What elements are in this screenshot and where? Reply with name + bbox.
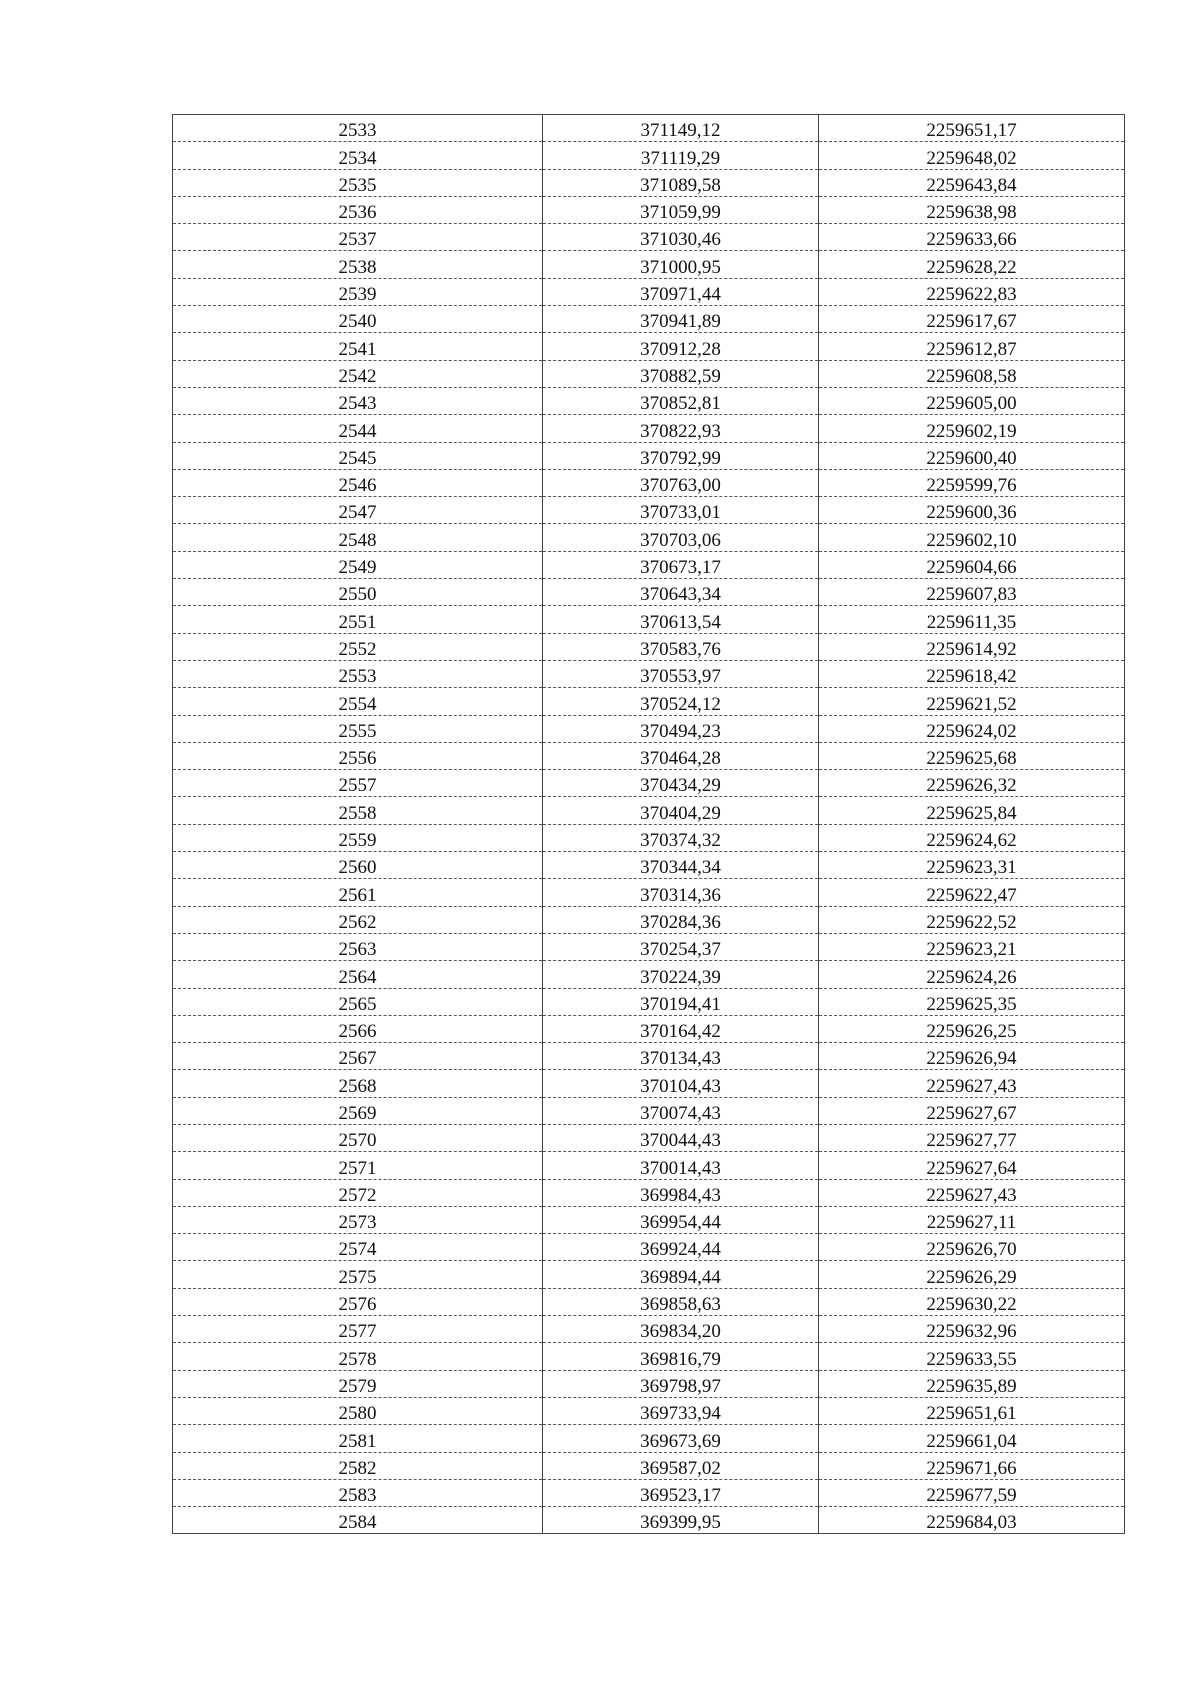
- table-row: [173, 933, 1125, 960]
- y-coordinate-cell: 2259621,52: [819, 688, 1125, 715]
- y-coordinate-cell: 2259635,89: [819, 1370, 1125, 1397]
- x-coordinate-cell: 370014,43: [543, 1152, 819, 1179]
- y-coordinate-cell: 2259627,77: [819, 1124, 1125, 1151]
- x-coordinate-cell: 369399,95: [543, 1507, 819, 1534]
- x-coordinate-cell: 369894,44: [543, 1261, 819, 1288]
- table-row: [173, 360, 1125, 387]
- y-coordinate-cell: 2259624,26: [819, 961, 1125, 988]
- y-coordinate-cell: 2259622,83: [819, 278, 1125, 305]
- y-coordinate-cell: 2259626,70: [819, 1234, 1125, 1261]
- x-coordinate-cell: 370822,93: [543, 415, 819, 442]
- table-row: [173, 770, 1125, 797]
- x-coordinate-cell: 370104,43: [543, 1070, 819, 1097]
- table-row: [173, 1425, 1125, 1452]
- point-number-cell: 2581: [173, 1425, 543, 1452]
- x-coordinate-cell: 369673,69: [543, 1425, 819, 1452]
- y-coordinate-cell: 2259604,66: [819, 551, 1125, 578]
- y-coordinate-cell: 2259627,64: [819, 1152, 1125, 1179]
- table-row: [173, 1206, 1125, 1233]
- point-number-cell: 2533: [173, 115, 543, 142]
- y-coordinate-cell: 2259626,29: [819, 1261, 1125, 1288]
- y-coordinate-cell: 2259618,42: [819, 660, 1125, 687]
- table-row: [173, 1316, 1125, 1343]
- x-coordinate-cell: 370164,42: [543, 1015, 819, 1042]
- y-coordinate-cell: 2259671,66: [819, 1452, 1125, 1479]
- point-number-cell: 2544: [173, 415, 543, 442]
- point-number-cell: 2573: [173, 1206, 543, 1233]
- point-number-cell: 2561: [173, 879, 543, 906]
- point-number-cell: 2582: [173, 1452, 543, 1479]
- table-row: [173, 715, 1125, 742]
- y-coordinate-cell: 2259648,02: [819, 142, 1125, 169]
- point-number-cell: 2538: [173, 251, 543, 278]
- table-row: [173, 306, 1125, 333]
- y-coordinate-cell: 2259643,84: [819, 169, 1125, 196]
- y-coordinate-cell: 2259684,03: [819, 1507, 1125, 1534]
- x-coordinate-cell: 370524,12: [543, 688, 819, 715]
- y-coordinate-cell: 2259611,35: [819, 606, 1125, 633]
- x-coordinate-cell: 370912,28: [543, 333, 819, 360]
- y-coordinate-cell: 2259614,92: [819, 633, 1125, 660]
- x-coordinate-cell: 370494,23: [543, 715, 819, 742]
- table-row: [173, 1452, 1125, 1479]
- point-number-cell: 2579: [173, 1370, 543, 1397]
- y-coordinate-cell: 2259628,22: [819, 251, 1125, 278]
- y-coordinate-cell: 2259633,66: [819, 224, 1125, 251]
- point-number-cell: 2575: [173, 1261, 543, 1288]
- point-number-cell: 2564: [173, 961, 543, 988]
- y-coordinate-cell: 2259602,10: [819, 524, 1125, 551]
- x-coordinate-cell: 369798,97: [543, 1370, 819, 1397]
- table-row: [173, 169, 1125, 196]
- point-number-cell: 2578: [173, 1343, 543, 1370]
- table-row: [173, 524, 1125, 551]
- point-number-cell: 2566: [173, 1015, 543, 1042]
- x-coordinate-cell: 370852,81: [543, 387, 819, 414]
- table-row: [173, 852, 1125, 879]
- point-number-cell: 2571: [173, 1152, 543, 1179]
- table-row: [173, 196, 1125, 223]
- y-coordinate-cell: 2259623,21: [819, 933, 1125, 960]
- table-row: [173, 742, 1125, 769]
- point-number-cell: 2554: [173, 688, 543, 715]
- y-coordinate-cell: 2259651,61: [819, 1397, 1125, 1424]
- point-number-cell: 2548: [173, 524, 543, 551]
- point-number-cell: 2549: [173, 551, 543, 578]
- point-number-cell: 2557: [173, 770, 543, 797]
- point-number-cell: 2559: [173, 824, 543, 851]
- y-coordinate-cell: 2259633,55: [819, 1343, 1125, 1370]
- table-row: [173, 688, 1125, 715]
- y-coordinate-cell: 2259677,59: [819, 1479, 1125, 1506]
- table-row: [173, 606, 1125, 633]
- x-coordinate-cell: 370583,76: [543, 633, 819, 660]
- x-coordinate-cell: 370074,43: [543, 1097, 819, 1124]
- x-coordinate-cell: 370314,36: [543, 879, 819, 906]
- y-coordinate-cell: 2259630,22: [819, 1288, 1125, 1315]
- table-row: [173, 633, 1125, 660]
- x-coordinate-cell: 370553,97: [543, 660, 819, 687]
- point-number-cell: 2551: [173, 606, 543, 633]
- point-number-cell: 2580: [173, 1397, 543, 1424]
- x-coordinate-cell: 369816,79: [543, 1343, 819, 1370]
- table-row: [173, 415, 1125, 442]
- y-coordinate-cell: 2259625,35: [819, 988, 1125, 1015]
- point-number-cell: 2535: [173, 169, 543, 196]
- x-coordinate-cell: 370971,44: [543, 278, 819, 305]
- table-row: [173, 1343, 1125, 1370]
- x-coordinate-cell: 369924,44: [543, 1234, 819, 1261]
- x-coordinate-cell: 370941,89: [543, 306, 819, 333]
- table-row: [173, 442, 1125, 469]
- table-row: [173, 879, 1125, 906]
- y-coordinate-cell: 2259600,36: [819, 497, 1125, 524]
- point-number-cell: 2567: [173, 1043, 543, 1070]
- x-coordinate-cell: 370613,54: [543, 606, 819, 633]
- point-number-cell: 2545: [173, 442, 543, 469]
- x-coordinate-cell: 370374,32: [543, 824, 819, 851]
- y-coordinate-cell: 2259661,04: [819, 1425, 1125, 1452]
- y-coordinate-cell: 2259607,83: [819, 579, 1125, 606]
- x-coordinate-cell: 370134,43: [543, 1043, 819, 1070]
- x-coordinate-cell: 369834,20: [543, 1316, 819, 1343]
- point-number-cell: 2541: [173, 333, 543, 360]
- table-row: [173, 961, 1125, 988]
- point-number-cell: 2556: [173, 742, 543, 769]
- point-number-cell: 2543: [173, 387, 543, 414]
- table-row: [173, 579, 1125, 606]
- y-coordinate-cell: 2259600,40: [819, 442, 1125, 469]
- table-row: [173, 1124, 1125, 1151]
- x-coordinate-cell: 371149,12: [543, 115, 819, 142]
- y-coordinate-cell: 2259651,17: [819, 115, 1125, 142]
- point-number-cell: 2542: [173, 360, 543, 387]
- y-coordinate-cell: 2259602,19: [819, 415, 1125, 442]
- table-row: [173, 278, 1125, 305]
- point-number-cell: 2577: [173, 1316, 543, 1343]
- x-coordinate-cell: 370673,17: [543, 551, 819, 578]
- table-row: [173, 224, 1125, 251]
- point-number-cell: 2583: [173, 1479, 543, 1506]
- table-row: [173, 1479, 1125, 1506]
- x-coordinate-cell: 370464,28: [543, 742, 819, 769]
- x-coordinate-cell: 370763,00: [543, 469, 819, 496]
- y-coordinate-cell: 2259612,87: [819, 333, 1125, 360]
- x-coordinate-cell: 370703,06: [543, 524, 819, 551]
- x-coordinate-cell: 370224,39: [543, 961, 819, 988]
- point-number-cell: 2576: [173, 1288, 543, 1315]
- point-number-cell: 2540: [173, 306, 543, 333]
- point-number-cell: 2570: [173, 1124, 543, 1151]
- point-number-cell: 2563: [173, 933, 543, 960]
- y-coordinate-cell: 2259638,98: [819, 196, 1125, 223]
- x-coordinate-cell: 370044,43: [543, 1124, 819, 1151]
- table-row: [173, 1097, 1125, 1124]
- table-row: [173, 333, 1125, 360]
- y-coordinate-cell: 2259624,02: [819, 715, 1125, 742]
- y-coordinate-cell: 2259627,43: [819, 1070, 1125, 1097]
- table-row: [173, 1507, 1125, 1534]
- table-row: [173, 1288, 1125, 1315]
- point-number-cell: 2547: [173, 497, 543, 524]
- table-row: [173, 1234, 1125, 1261]
- x-coordinate-cell: 370194,41: [543, 988, 819, 1015]
- point-number-cell: 2569: [173, 1097, 543, 1124]
- y-coordinate-cell: 2259617,67: [819, 306, 1125, 333]
- x-coordinate-cell: 371119,29: [543, 142, 819, 169]
- y-coordinate-cell: 2259622,52: [819, 906, 1125, 933]
- point-number-cell: 2534: [173, 142, 543, 169]
- x-coordinate-cell: 370344,34: [543, 852, 819, 879]
- x-coordinate-cell: 369733,94: [543, 1397, 819, 1424]
- x-coordinate-cell: 370434,29: [543, 770, 819, 797]
- coordinates-table: [172, 114, 1125, 1534]
- table-row: [173, 551, 1125, 578]
- x-coordinate-cell: 370882,59: [543, 360, 819, 387]
- coordinates-table-body: [173, 115, 1125, 1534]
- x-coordinate-cell: 370733,01: [543, 497, 819, 524]
- x-coordinate-cell: 370643,34: [543, 579, 819, 606]
- table-row: [173, 142, 1125, 169]
- y-coordinate-cell: 2259599,76: [819, 469, 1125, 496]
- point-number-cell: 2560: [173, 852, 543, 879]
- x-coordinate-cell: 370792,99: [543, 442, 819, 469]
- point-number-cell: 2584: [173, 1507, 543, 1534]
- x-coordinate-cell: 371030,46: [543, 224, 819, 251]
- table-row: [173, 1152, 1125, 1179]
- point-number-cell: 2574: [173, 1234, 543, 1261]
- point-number-cell: 2537: [173, 224, 543, 251]
- table-row: [173, 1397, 1125, 1424]
- point-number-cell: 2552: [173, 633, 543, 660]
- x-coordinate-cell: 370404,29: [543, 797, 819, 824]
- x-coordinate-cell: 369523,17: [543, 1479, 819, 1506]
- x-coordinate-cell: 371089,58: [543, 169, 819, 196]
- y-coordinate-cell: 2259626,94: [819, 1043, 1125, 1070]
- table-row: [173, 824, 1125, 851]
- x-coordinate-cell: 369587,02: [543, 1452, 819, 1479]
- y-coordinate-cell: 2259626,32: [819, 770, 1125, 797]
- table-row: [173, 469, 1125, 496]
- y-coordinate-cell: 2259625,84: [819, 797, 1125, 824]
- x-coordinate-cell: 369984,43: [543, 1179, 819, 1206]
- table-row: [173, 660, 1125, 687]
- y-coordinate-cell: 2259623,31: [819, 852, 1125, 879]
- point-number-cell: 2558: [173, 797, 543, 824]
- table-row: [173, 1179, 1125, 1206]
- table-row: [173, 988, 1125, 1015]
- y-coordinate-cell: 2259627,11: [819, 1206, 1125, 1233]
- x-coordinate-cell: 369954,44: [543, 1206, 819, 1233]
- y-coordinate-cell: 2259627,43: [819, 1179, 1125, 1206]
- table-row: [173, 251, 1125, 278]
- y-coordinate-cell: 2259625,68: [819, 742, 1125, 769]
- point-number-cell: 2572: [173, 1179, 543, 1206]
- point-number-cell: 2565: [173, 988, 543, 1015]
- table-row: [173, 115, 1125, 142]
- y-coordinate-cell: 2259622,47: [819, 879, 1125, 906]
- x-coordinate-cell: 371059,99: [543, 196, 819, 223]
- table-row: [173, 906, 1125, 933]
- point-number-cell: 2546: [173, 469, 543, 496]
- y-coordinate-cell: 2259608,58: [819, 360, 1125, 387]
- x-coordinate-cell: 369858,63: [543, 1288, 819, 1315]
- x-coordinate-cell: 370284,36: [543, 906, 819, 933]
- point-number-cell: 2536: [173, 196, 543, 223]
- x-coordinate-cell: 371000,95: [543, 251, 819, 278]
- table-row: [173, 1261, 1125, 1288]
- point-number-cell: 2555: [173, 715, 543, 742]
- y-coordinate-cell: 2259627,67: [819, 1097, 1125, 1124]
- table-row: [173, 797, 1125, 824]
- point-number-cell: 2539: [173, 278, 543, 305]
- table-row: [173, 497, 1125, 524]
- table-row: [173, 1070, 1125, 1097]
- point-number-cell: 2553: [173, 660, 543, 687]
- x-coordinate-cell: 370254,37: [543, 933, 819, 960]
- table-row: [173, 1015, 1125, 1042]
- table-row: [173, 1370, 1125, 1397]
- point-number-cell: 2550: [173, 579, 543, 606]
- table-row: [173, 1043, 1125, 1070]
- y-coordinate-cell: 2259632,96: [819, 1316, 1125, 1343]
- table-row: [173, 387, 1125, 414]
- y-coordinate-cell: 2259626,25: [819, 1015, 1125, 1042]
- y-coordinate-cell: 2259624,62: [819, 824, 1125, 851]
- point-number-cell: 2568: [173, 1070, 543, 1097]
- y-coordinate-cell: 2259605,00: [819, 387, 1125, 414]
- point-number-cell: 2562: [173, 906, 543, 933]
